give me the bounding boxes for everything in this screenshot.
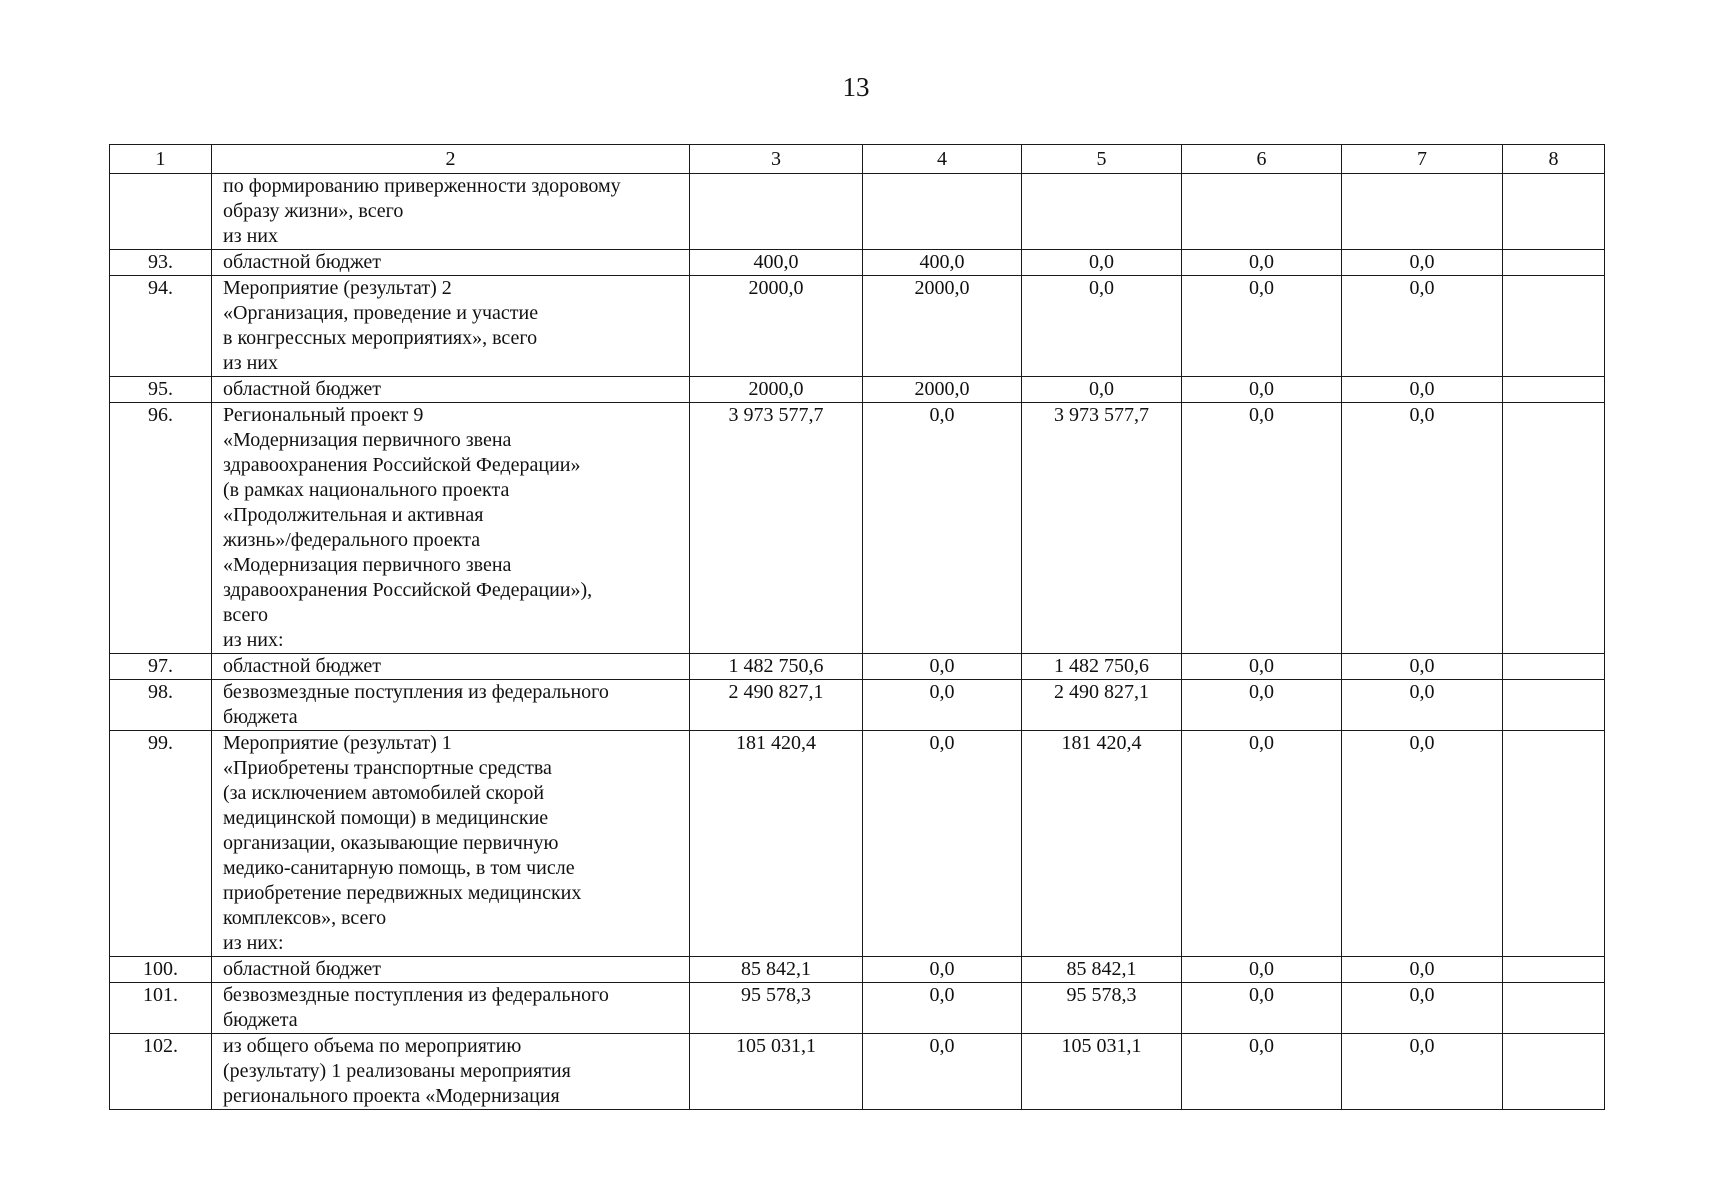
- value-col-7: 0,0: [1342, 276, 1503, 377]
- row-number: 97.: [110, 654, 212, 680]
- description-line: из них:: [223, 932, 284, 954]
- value-col-7: 0,0: [1342, 250, 1503, 276]
- description-line: областной бюджет: [223, 958, 382, 980]
- description-line: (результату) 1 реализованы мероприятия: [223, 1060, 571, 1082]
- page-number-text: 13: [842, 72, 870, 102]
- row-description: [212, 680, 690, 731]
- row-number: 95.: [110, 377, 212, 403]
- description-line: медико-санитарную помощь, в том числе: [223, 857, 575, 879]
- value-col-7: 0,0: [1342, 957, 1503, 983]
- value-col-8: [1503, 377, 1605, 403]
- value-col-5: 0,0: [1022, 250, 1182, 276]
- description-line: по формированию приверженности здоровому: [223, 175, 621, 197]
- table-row: [110, 276, 1605, 377]
- value-col-7: 0,0: [1342, 1034, 1503, 1110]
- description-line: «Продолжительная и активная: [223, 504, 484, 526]
- value-col-6: 0,0: [1182, 680, 1342, 731]
- column-header-3: 3: [690, 145, 863, 174]
- table-row: [110, 654, 1605, 680]
- value-col-4: 400,0: [863, 250, 1022, 276]
- description-line: регионального проекта «Модернизация: [223, 1085, 560, 1107]
- value-col-4: 0,0: [863, 731, 1022, 957]
- description-line: приобретение передвижных медицинских: [223, 882, 582, 904]
- value-col-3: 2 490 827,1: [690, 680, 863, 731]
- description-line: из них: [223, 225, 279, 247]
- table-body: [110, 174, 1605, 1110]
- row-description: [212, 174, 690, 250]
- value-col-4: 0,0: [863, 403, 1022, 654]
- value-col-8: [1503, 731, 1605, 957]
- description-line: здравоохранения Российской Федерации»),: [223, 579, 593, 601]
- column-header-5: 5: [1022, 145, 1182, 174]
- description-line: областной бюджет: [223, 378, 382, 400]
- value-col-7: 0,0: [1342, 654, 1503, 680]
- description-line: организации, оказывающие первичную: [223, 832, 559, 854]
- column-header-6: 6: [1182, 145, 1342, 174]
- value-col-6: 0,0: [1182, 957, 1342, 983]
- row-description: [212, 654, 690, 680]
- value-col-5: 95 578,3: [1022, 983, 1182, 1034]
- table-row: [110, 983, 1605, 1034]
- value-col-4: 0,0: [863, 654, 1022, 680]
- description-line: Мероприятие (результат) 1: [223, 732, 452, 754]
- description-line: комплексов», всего: [223, 907, 387, 929]
- value-col-6: 0,0: [1182, 403, 1342, 654]
- value-col-6: 0,0: [1182, 377, 1342, 403]
- description-line: из общего объема по мероприятию: [223, 1035, 522, 1057]
- table-row: [110, 377, 1605, 403]
- description-line: в конгрессных мероприятиях», всего: [223, 327, 538, 349]
- value-col-3: 2000,0: [690, 276, 863, 377]
- value-col-5: 0,0: [1022, 377, 1182, 403]
- row-description: [212, 403, 690, 654]
- table-row: [110, 957, 1605, 983]
- value-col-4: 0,0: [863, 983, 1022, 1034]
- value-col-5: 181 420,4: [1022, 731, 1182, 957]
- budget-table: [109, 144, 1605, 1110]
- row-number: 99.: [110, 731, 212, 957]
- value-col-5: 105 031,1: [1022, 1034, 1182, 1110]
- row-number: 96.: [110, 403, 212, 654]
- description-line: безвозмездные поступления из федерального: [223, 984, 609, 1006]
- value-col-4: 0,0: [863, 680, 1022, 731]
- value-col-7: 0,0: [1342, 731, 1503, 957]
- value-col-7: 0,0: [1342, 983, 1503, 1034]
- value-col-5: 85 842,1: [1022, 957, 1182, 983]
- description-line: образу жизни», всего: [223, 200, 404, 222]
- row-description: [212, 983, 690, 1034]
- value-col-4: [863, 174, 1022, 250]
- row-description: [212, 250, 690, 276]
- value-col-5: [1022, 174, 1182, 250]
- row-number: 100.: [110, 957, 212, 983]
- row-number: 98.: [110, 680, 212, 731]
- value-col-6: 0,0: [1182, 1034, 1342, 1110]
- value-col-3: 85 842,1: [690, 957, 863, 983]
- description-line: бюджета: [223, 1009, 298, 1031]
- value-col-6: [1182, 174, 1342, 250]
- value-col-3: [690, 174, 863, 250]
- value-col-8: [1503, 250, 1605, 276]
- value-col-5: 1 482 750,6: [1022, 654, 1182, 680]
- value-col-3: 181 420,4: [690, 731, 863, 957]
- page-number: [0, 72, 1715, 102]
- value-col-6: 0,0: [1182, 250, 1342, 276]
- column-header-1: 1: [110, 145, 212, 174]
- description-line: «Приобретены транспортные средства: [223, 757, 552, 779]
- value-col-4: 2000,0: [863, 377, 1022, 403]
- value-col-3: 3 973 577,7: [690, 403, 863, 654]
- description-line: Региональный проект 9: [223, 404, 424, 426]
- description-line: «Модернизация первичного звена: [223, 554, 512, 576]
- value-col-3: 2000,0: [690, 377, 863, 403]
- description-line: из них:: [223, 629, 284, 651]
- table-row: [110, 403, 1605, 654]
- description-line: жизнь»/федерального проекта: [223, 529, 481, 551]
- value-col-5: 2 490 827,1: [1022, 680, 1182, 731]
- value-col-8: [1503, 276, 1605, 377]
- row-description: [212, 1034, 690, 1110]
- table-row: [110, 1034, 1605, 1110]
- description-line: бюджета: [223, 706, 298, 728]
- header-row: [110, 145, 1605, 174]
- value-col-3: 105 031,1: [690, 1034, 863, 1110]
- description-line: (за исключением автомобилей скорой: [223, 782, 545, 804]
- row-number: 101.: [110, 983, 212, 1034]
- value-col-3: 95 578,3: [690, 983, 863, 1034]
- row-number: 102.: [110, 1034, 212, 1110]
- value-col-6: 0,0: [1182, 983, 1342, 1034]
- column-header-2: 2: [212, 145, 690, 174]
- value-col-6: 0,0: [1182, 276, 1342, 377]
- value-col-5: 3 973 577,7: [1022, 403, 1182, 654]
- value-col-6: 0,0: [1182, 654, 1342, 680]
- value-col-6: 0,0: [1182, 731, 1342, 957]
- value-col-4: 0,0: [863, 957, 1022, 983]
- description-line: «Организация, проведение и участие: [223, 302, 539, 324]
- value-col-3: 1 482 750,6: [690, 654, 863, 680]
- table-row: [110, 731, 1605, 957]
- column-header-4: 4: [863, 145, 1022, 174]
- value-col-8: [1503, 174, 1605, 250]
- row-description: [212, 377, 690, 403]
- description-line: областной бюджет: [223, 655, 382, 677]
- row-description: [212, 731, 690, 957]
- row-description: [212, 276, 690, 377]
- description-line: здравоохранения Российской Федерации»: [223, 454, 581, 476]
- description-line: областной бюджет: [223, 251, 382, 273]
- description-line: Мероприятие (результат) 2: [223, 277, 452, 299]
- description-line: «Модернизация первичного звена: [223, 429, 512, 451]
- table-row: [110, 250, 1605, 276]
- value-col-5: 0,0: [1022, 276, 1182, 377]
- value-col-8: [1503, 680, 1605, 731]
- table-row: [110, 680, 1605, 731]
- value-col-7: [1342, 174, 1503, 250]
- value-col-8: [1503, 1034, 1605, 1110]
- row-number: 93.: [110, 250, 212, 276]
- value-col-3: 400,0: [690, 250, 863, 276]
- column-header-7: 7: [1342, 145, 1503, 174]
- value-col-7: 0,0: [1342, 403, 1503, 654]
- row-description: [212, 957, 690, 983]
- value-col-8: [1503, 983, 1605, 1034]
- value-col-7: 0,0: [1342, 377, 1503, 403]
- value-col-8: [1503, 403, 1605, 654]
- value-col-8: [1503, 957, 1605, 983]
- description-line: всего: [223, 604, 269, 626]
- row-number: [110, 174, 212, 250]
- value-col-4: 0,0: [863, 1034, 1022, 1110]
- value-col-4: 2000,0: [863, 276, 1022, 377]
- description-line: медицинской помощи) в медицинские: [223, 807, 549, 829]
- row-number: 94.: [110, 276, 212, 377]
- description-line: безвозмездные поступления из федерального: [223, 681, 609, 703]
- column-number-header: [110, 145, 1605, 174]
- column-header-8: 8: [1503, 145, 1605, 174]
- table-row: [110, 174, 1605, 250]
- value-col-8: [1503, 654, 1605, 680]
- description-line: из них: [223, 352, 279, 374]
- value-col-7: 0,0: [1342, 680, 1503, 731]
- description-line: (в рамках национального проекта: [223, 479, 510, 501]
